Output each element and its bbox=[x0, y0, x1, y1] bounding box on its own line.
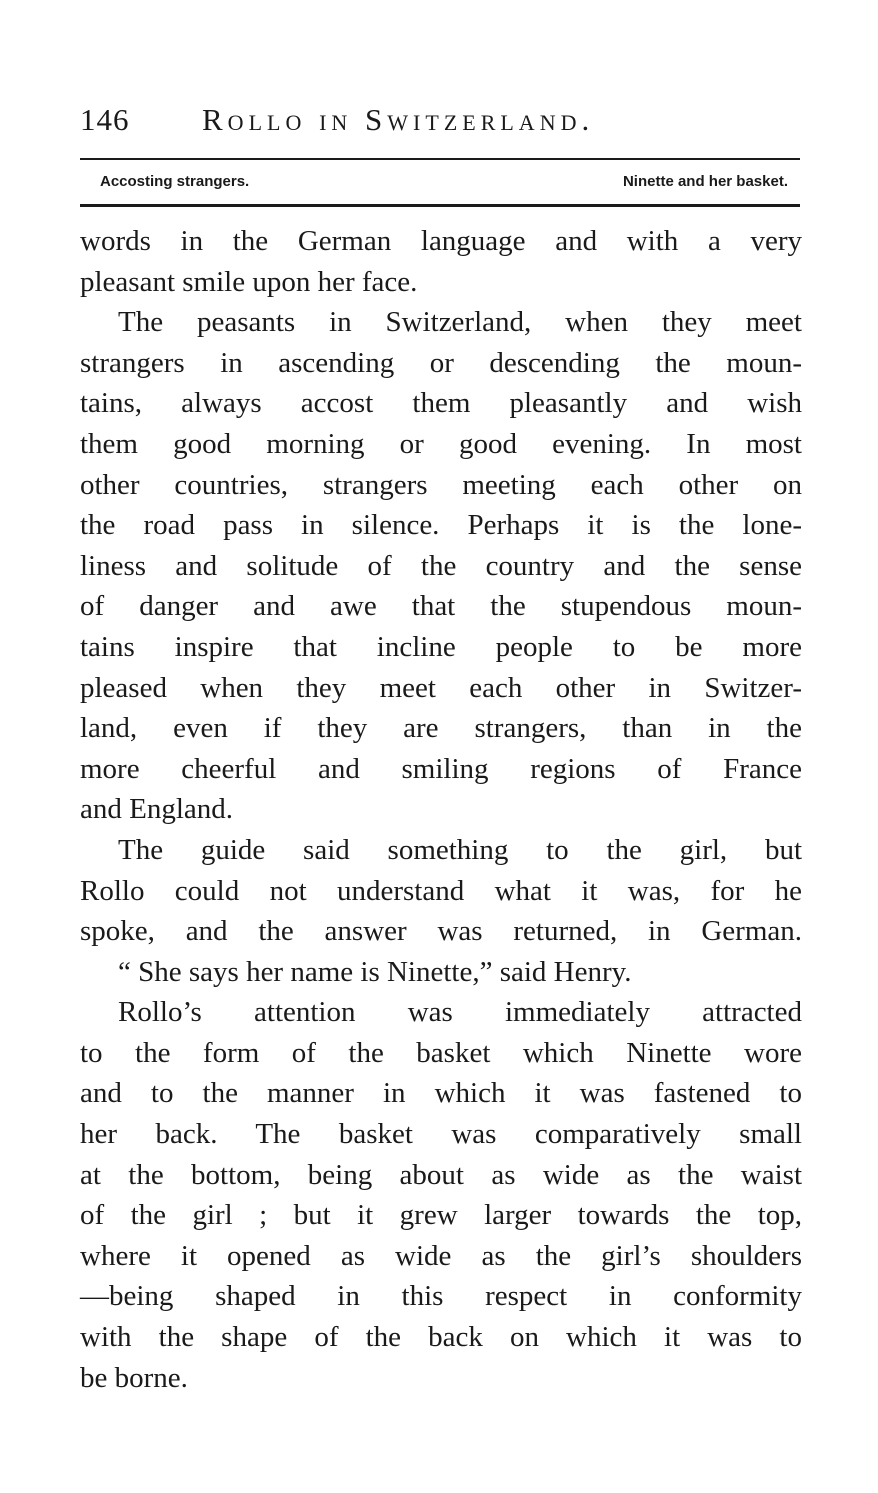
text-line: to the form of the basket which Ninette wore bbox=[80, 1036, 802, 1069]
text-line: the road pass in silence. Perhaps it is the lone- bbox=[80, 509, 802, 542]
header-rule-top bbox=[80, 158, 800, 160]
header-rule-bottom bbox=[80, 204, 800, 207]
text-line: The peasants in Switzerland, when they meet bbox=[118, 306, 802, 339]
text-line: land, even if they are strangers, than in the bbox=[80, 712, 802, 745]
text-line: words in the German language and with a very bbox=[80, 225, 802, 257]
text-line: Rollo could not understand what it was, for he bbox=[80, 874, 802, 907]
text-line: of the girl ; but it grew larger towards the top, bbox=[80, 1199, 802, 1232]
text-line: “ She says her name is Ninette,” said Henry. bbox=[118, 955, 632, 988]
running-head bbox=[80, 98, 800, 142]
text-line: and England. bbox=[80, 793, 234, 826]
text-line: at the bottom, being about as wide as the waist bbox=[80, 1158, 802, 1191]
page-number: 146 bbox=[80, 102, 130, 137]
right-subhead: Ninette and her basket. bbox=[622, 173, 788, 190]
text-line: be borne. bbox=[80, 1361, 188, 1394]
text-line: her back. The basket was comparatively small bbox=[80, 1118, 802, 1151]
text-line: with the shape of the back on which it was to bbox=[80, 1321, 802, 1354]
text-line: and to the manner in which it was fastened to bbox=[80, 1077, 802, 1110]
text-line: tains, always accost them pleasantly and wish bbox=[80, 387, 802, 420]
text-line: tains inspire that incline people to be more bbox=[80, 630, 802, 663]
text-line: pleasant smile upon her face. bbox=[80, 265, 418, 298]
book-title: Rollo in Switzerland. bbox=[202, 102, 595, 137]
body-text bbox=[80, 221, 802, 1398]
text-line: liness and solitude of the country and the sense bbox=[80, 549, 802, 582]
text-line: —being shaped in this respect in conformity bbox=[80, 1280, 802, 1313]
text-line: The guide said something to the girl, but bbox=[118, 833, 802, 866]
text-line: more cheerful and smiling regions of France bbox=[80, 752, 802, 785]
text-line: Rollo’s attention was immediately attracted bbox=[118, 996, 802, 1029]
text-line: where it opened as wide as the girl’s shoulders bbox=[80, 1239, 802, 1272]
text-line: other countries, strangers meeting each other on bbox=[80, 468, 802, 501]
text-line: strangers in ascending or descending the moun- bbox=[80, 346, 802, 379]
text-line: of danger and awe that the stupendous moun- bbox=[80, 590, 802, 623]
text-line: spoke, and the answer was returned, in German. bbox=[80, 915, 802, 948]
text-line: them good morning or good evening. In most bbox=[80, 427, 802, 460]
left-subhead: Accosting strangers. bbox=[100, 173, 250, 190]
text-line: pleased when they meet each other in Switzer- bbox=[80, 671, 802, 704]
